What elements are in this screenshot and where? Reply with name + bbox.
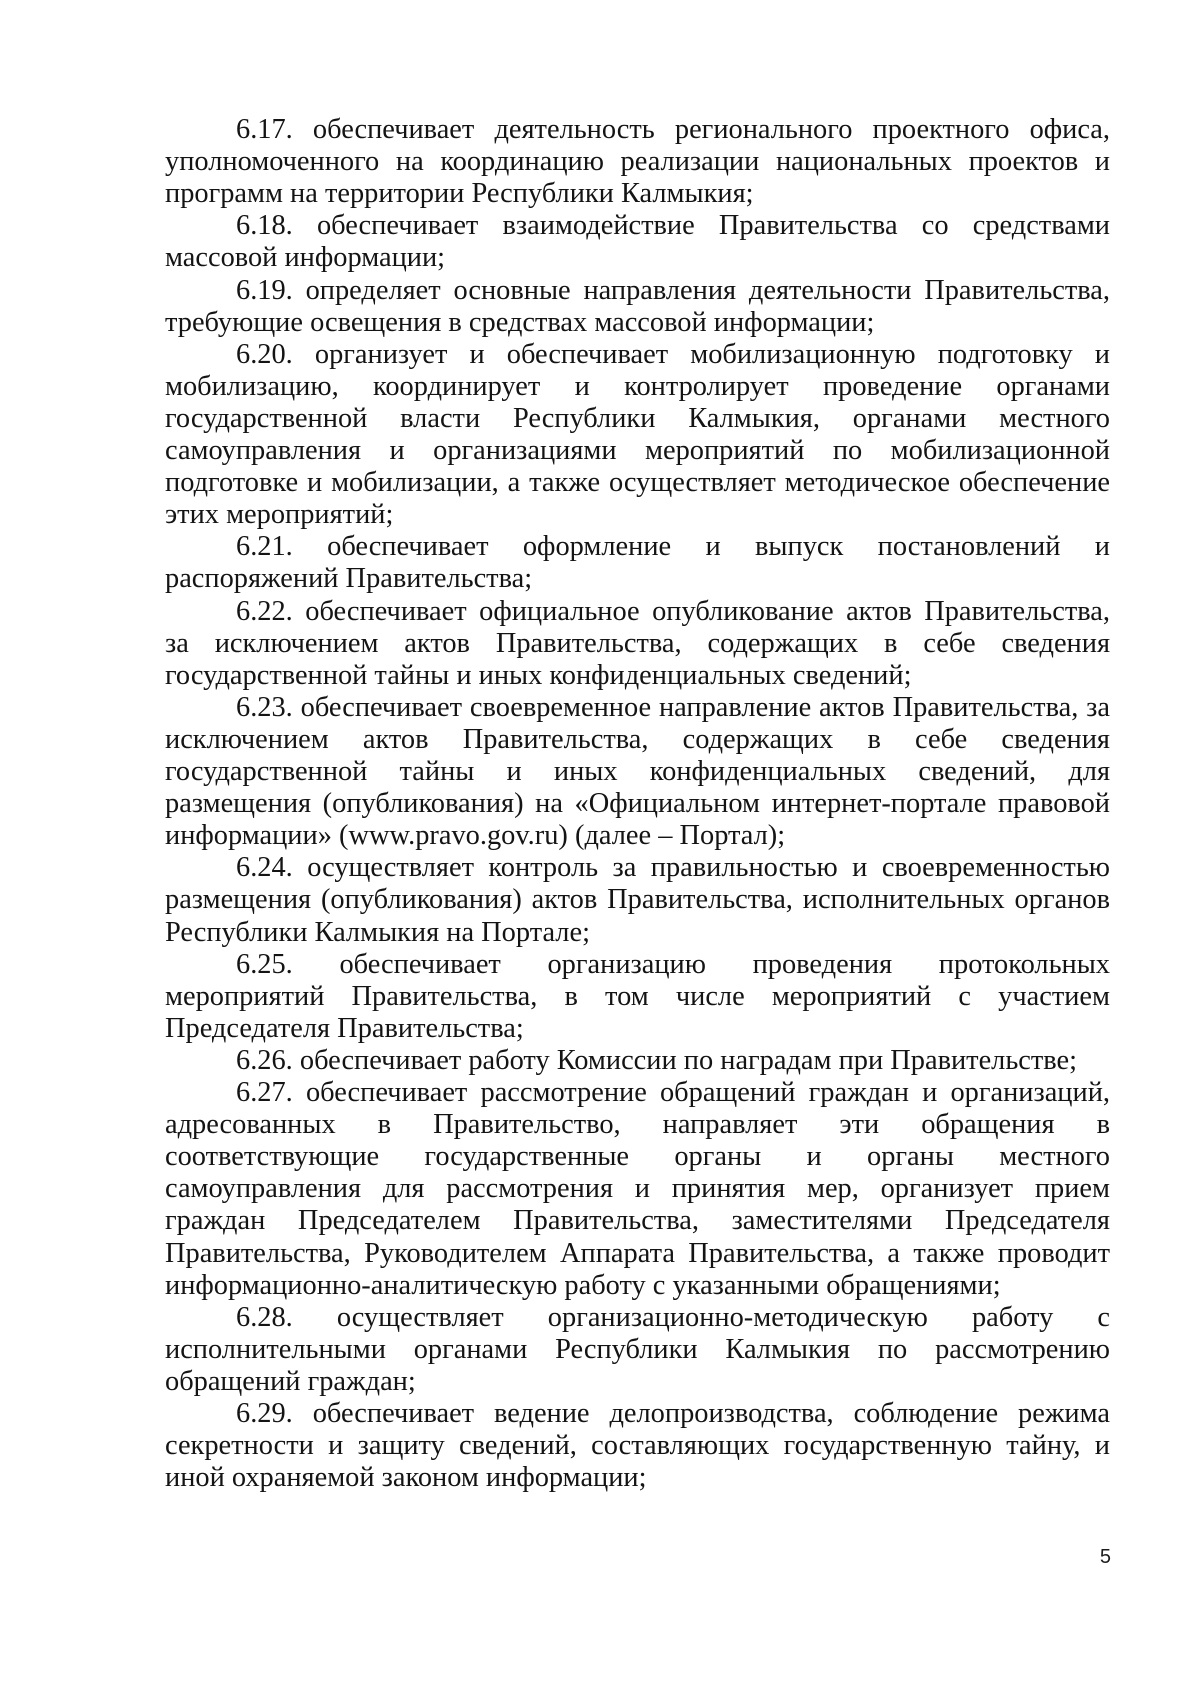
paragraph-line: иной охраняемой законом информации;	[165, 1462, 647, 1493]
paragraph-line: соответствующие государственные органы и органы местного	[165, 1141, 1110, 1172]
paragraph-line: государственной тайны и иных конфиденциальных сведений;	[165, 660, 912, 691]
paragraph-line: Председателя Правительства;	[165, 1013, 524, 1044]
paragraph-line: 6.24. осуществляет контроль за правильностью и своевременностью	[236, 852, 1110, 883]
paragraph-line: 6.20. организует и обеспечивает мобилизационную подготовку и	[236, 339, 1110, 370]
paragraph-line: обращений граждан;	[165, 1366, 416, 1397]
paragraph-line: 6.21. обеспечивает оформление и выпуск постановлений и	[236, 531, 1110, 562]
paragraph-line: самоуправления для рассмотрения и принятия мер, организует прием	[165, 1173, 1110, 1204]
paragraph-line: массовой информации;	[165, 242, 446, 273]
paragraph-line: 6.17. обеспечивает деятельность регионального проектного офиса,	[236, 114, 1110, 145]
paragraph-line: этих мероприятий;	[165, 499, 394, 530]
paragraph-line: исполнительными органами Республики Калмыкия по рассмотрению	[165, 1334, 1110, 1365]
paragraph-line: программ на территории Республики Калмыкия;	[165, 178, 754, 209]
paragraph-line: 6.19. определяет основные направления деятельности Правительства,	[236, 275, 1110, 306]
paragraph-line: 6.23. обеспечивает своевременное направление актов Правительства, за	[236, 692, 1110, 723]
paragraph-line: распоряжений Правительства;	[165, 563, 533, 594]
paragraph-line: 6.28. осуществляет организационно-методическую работу с	[236, 1302, 1110, 1333]
paragraph-line: самоуправления и организациями мероприятий по мобилизационной	[165, 435, 1110, 466]
paragraph-line: подготовке и мобилизации, а также осуществляет методическое обеспечение	[165, 467, 1110, 498]
paragraph-line: за исключением актов Правительства, содержащих в себе сведения	[165, 628, 1110, 659]
paragraph-line: государственной тайны и иных конфиденциальных сведений, для	[165, 756, 1110, 787]
paragraph-line: 6.27. обеспечивает рассмотрение обращений граждан и организаций,	[236, 1077, 1110, 1108]
paragraph-line: уполномоченного на координацию реализации национальных проектов и	[165, 146, 1110, 177]
paragraph-line: требующие освещения в средствах массовой информации;	[165, 307, 875, 338]
paragraph-line: 6.26. обеспечивает работу Комиссии по наградам при Правительстве;	[236, 1045, 1078, 1076]
paragraph-line: информационно-аналитическую работу с указанными обращениями;	[165, 1270, 1001, 1301]
paragraph-line: информации» (www.pravo.gov.ru) (далее – Портал);	[165, 820, 786, 851]
paragraph-line: государственной власти Республики Калмыкия, органами местного	[165, 403, 1110, 434]
paragraph-line: исключением актов Правительства, содержащих в себе сведения	[165, 724, 1110, 755]
paragraph-line: мероприятий Правительства, в том числе мероприятий с участием	[165, 981, 1110, 1012]
paragraph-line: адресованных в Правительство, направляет эти обращения в	[165, 1109, 1110, 1140]
paragraph-line: граждан Председателем Правительства, заместителями Председателя	[165, 1205, 1110, 1236]
paragraph-line: размещения (опубликования) на «Официальном интернет-портале правовой	[165, 788, 1110, 819]
paragraph-line: 6.22. обеспечивает официальное опубликование актов Правительства,	[236, 596, 1110, 627]
paragraph-line: 6.18. обеспечивает взаимодействие Правительства со средствами	[236, 210, 1110, 241]
paragraph-line: 6.25. обеспечивает организацию проведения протокольных	[236, 949, 1110, 980]
paragraph-line: секретности и защиту сведений, составляющих государственную тайну, и	[165, 1430, 1110, 1461]
page-number: 5	[1099, 1546, 1111, 1568]
paragraph-line: Правительства, Руководителем Аппарата Правительства, а также проводит	[165, 1238, 1110, 1269]
paragraph-line: размещения (опубликования) актов Правительства, исполнительных органов	[165, 884, 1110, 915]
paragraph-line: Республики Калмыкия на Портале;	[165, 917, 590, 948]
paragraph-line: 6.29. обеспечивает ведение делопроизводства, соблюдение режима	[236, 1398, 1110, 1429]
paragraph-line: мобилизацию, координирует и контролирует проведение органами	[165, 371, 1110, 402]
